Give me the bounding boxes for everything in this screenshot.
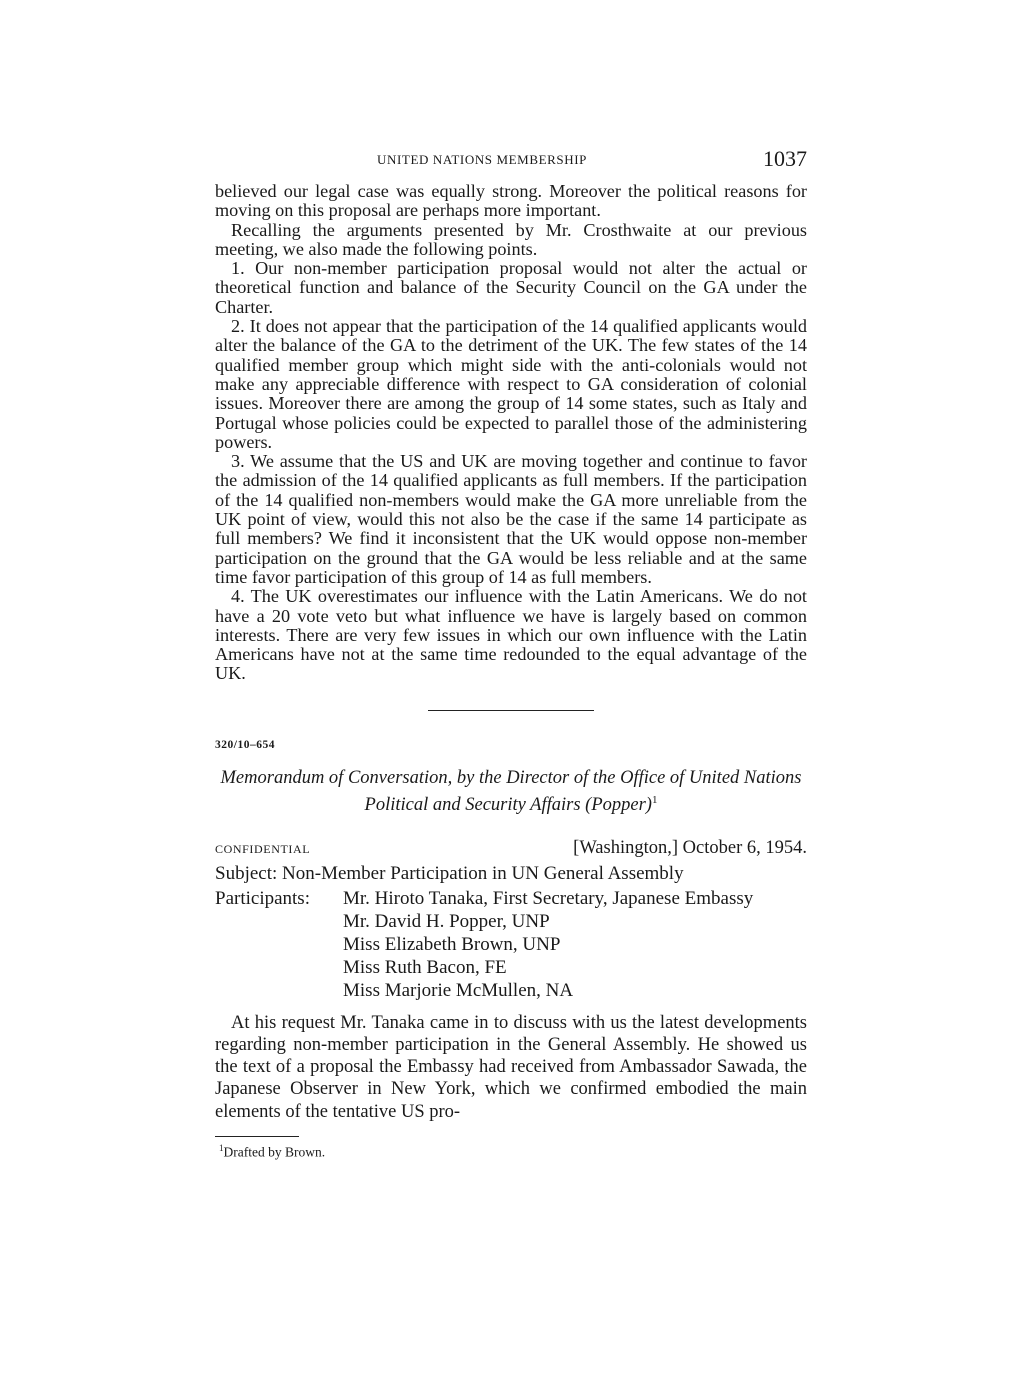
paragraph-continuation: believed our legal case was equally strong. Moreover the political reasons for moving on this proposal are perhaps more important. — [215, 181, 807, 221]
participant: Miss Marjorie McMullen, NA — [343, 979, 574, 1001]
participant: Mr. Hiroto Tanaka, First Secretary, Japanese Embassy — [343, 887, 754, 909]
footnote-text: Drafted by Brown. — [223, 1144, 326, 1160]
meta-line — [215, 838, 807, 860]
participant: Mr. David H. Popper, UNP — [343, 910, 550, 932]
participants-block — [215, 887, 807, 1002]
paragraph-recalling: Recalling the arguments presented by Mr. Crosthwaite at our previous meeting, we also made the following points. — [215, 219, 807, 259]
document-title-text: Memorandum of Conversation, by the Director of the Office of United Nations Political and Security Affairs (Popper) — [220, 767, 802, 815]
page-header — [215, 148, 807, 182]
participants-label: Participants: — [215, 887, 310, 909]
subject-text: Non-Member Participation in UN General Assembly — [282, 862, 684, 884]
section-divider — [428, 710, 594, 711]
file-number: 320/10–654 — [215, 738, 275, 751]
point-4: 4. The UK overestimates our influence with the Latin Americans. We do not have a 20 vote veto but what influence we have is largely based on common interests. There are very few issues in which our own influence with the Latin Americans have not at the same time redounded to the equal advantage of the UK. — [215, 586, 807, 684]
running-head: UNITED NATIONS MEMBERSHIP — [377, 152, 588, 167]
participant: Miss Elizabeth Brown, UNP — [343, 933, 561, 955]
classification-label: CONFIDENTIAL — [215, 841, 311, 856]
subject-label: Subject: — [215, 862, 278, 884]
point-1: 1. Our non-member participation proposal would not alter the actual or theoretical function and balance of the Security Council on the GA under the Charter. — [215, 258, 807, 317]
footnote-divider — [215, 1136, 299, 1137]
participant: Miss Ruth Bacon, FE — [343, 956, 507, 978]
document-title — [215, 767, 807, 816]
subject-line — [215, 862, 807, 885]
point-2: 2. It does not appear that the participation of the 14 qualified applicants would alter the balance of the GA to the detriment of the UK. The few states of the 14 qualified member group which might side with the anti-colonials would not make any appreciable difference with respect to GA consideration of colonial issues. Moreover there are among the group of 14 some states, such as Italy and Portugal whose policies could be expected to parallel those of the administering powers. — [215, 316, 807, 452]
memo-body: At his request Mr. Tanaka came in to discuss with us the latest developments regarding non-member participation in the General Assembly. He showed us the text of a proposal the Embassy had received from Ambassador Sawada, the Japanese Observer in New York, which we confirmed embodied the main elements of the tentative US pro- — [215, 1012, 807, 1122]
title-footnote-ref: 1 — [651, 793, 658, 806]
footnote-marker: 1 — [219, 1142, 224, 1153]
participants-list — [343, 887, 807, 1002]
document-page — [215, 148, 807, 1160]
footnote — [215, 1143, 807, 1161]
point-3: 3. We assume that the US and UK are moving together and continue to favor the admission of the 14 qualified applicants as full members. If the participation of the 14 qualified non-members would make the GA more unreliable from the UK point of view, would this not also be the case if the same 14 participate as full members? We find it inconsistent that the UK would oppose non-member participation on the ground that the GA would be less reliable and at the same time favor participation of this group of 14 as full members. — [215, 451, 807, 587]
page-number: 1037 — [763, 146, 807, 171]
dateline: [Washington,] October 6, 1954. — [573, 837, 807, 858]
